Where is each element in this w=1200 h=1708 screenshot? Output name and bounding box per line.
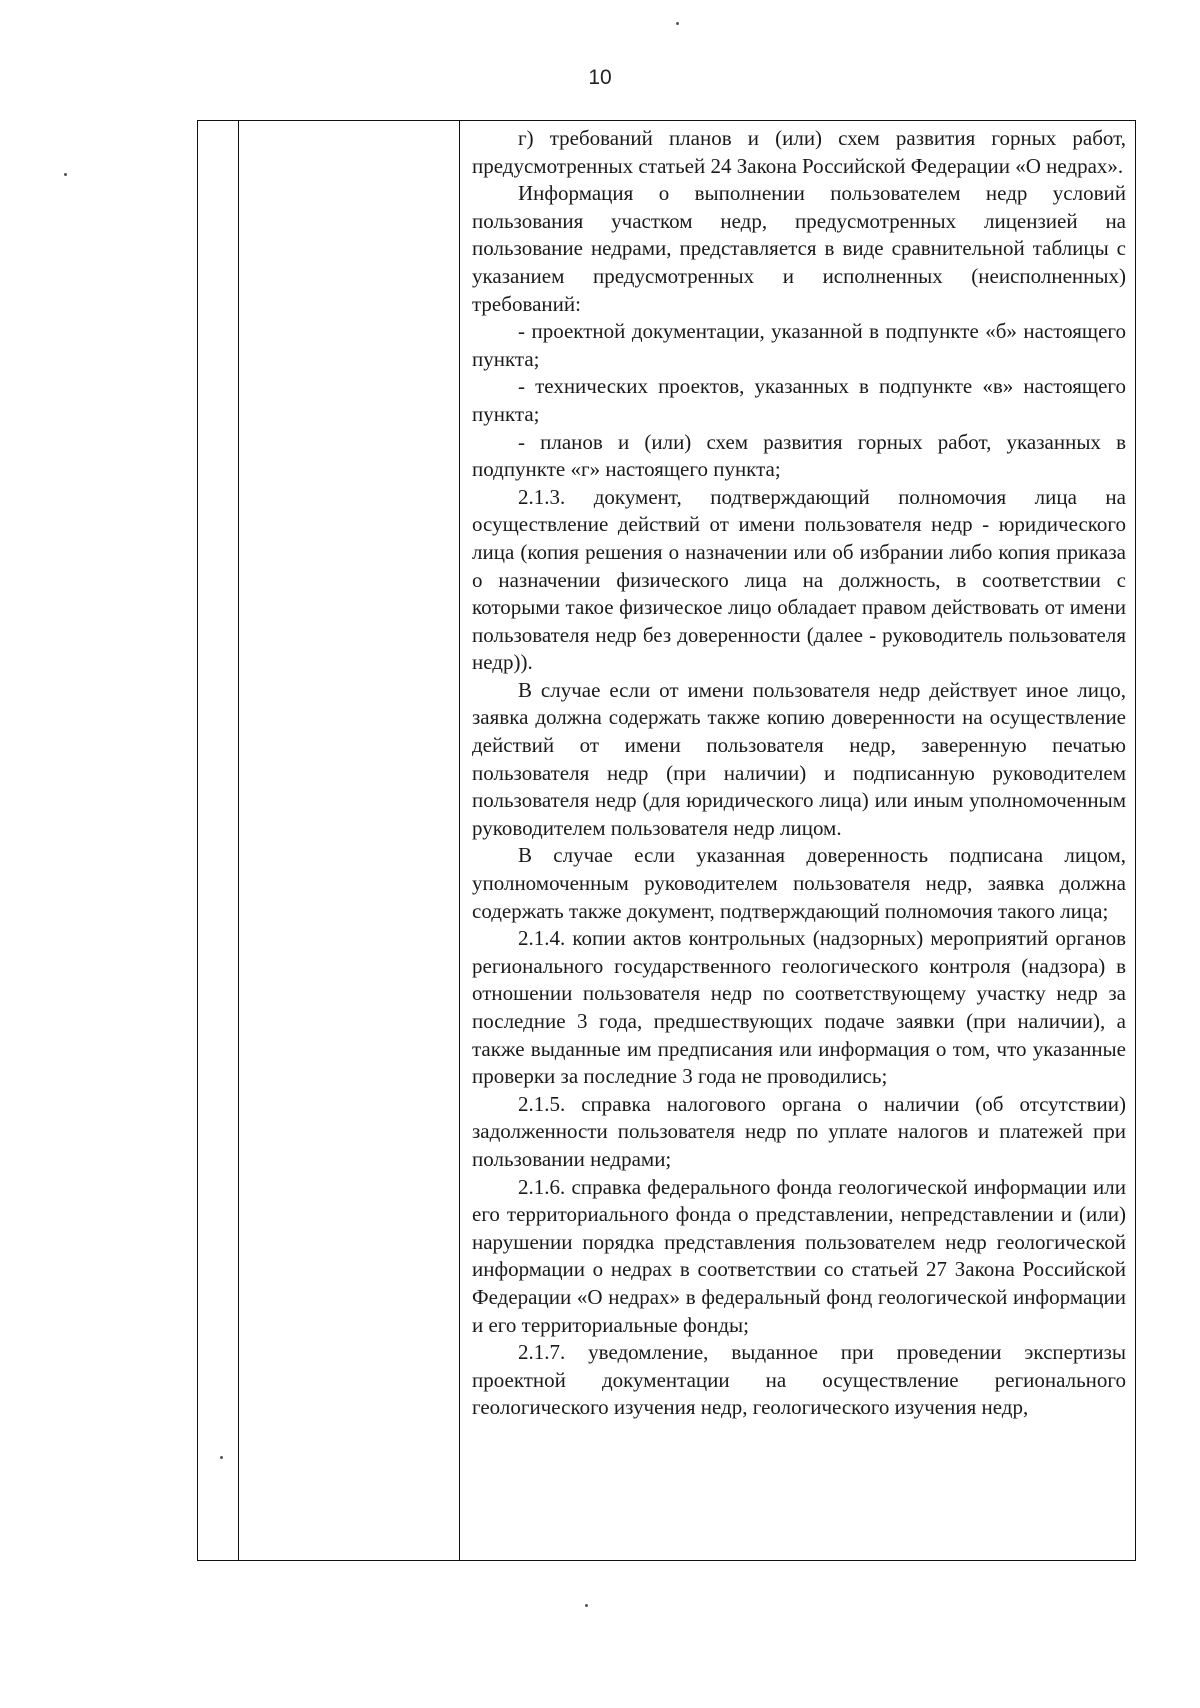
paragraph-2-1-7: 2.1.7. уведомление, выданное при проведении экспертизы проектной документации на осуществление регионального геологического изучения недр, геологического изучения недр, [472, 1340, 1126, 1420]
paragraph-2-1-5: 2.1.5. справка налогового органа о наличии (об отсутствии) задолженности пользователя недр по уплате налогов и платежей при пользовании недрами; [472, 1091, 1126, 1171]
paragraph-2-1-6: 2.1.6. справка федерального фонда геологической информации или его территориального фонда о представлении, непредставлении и (или) нарушении порядка представления пользователем недр геологической информации о недрах в соответствии со статьей 27 Закона Российской Федерации «О недрах» в федеральный фонд геологической информации и его территориальные фонды; [472, 1174, 1126, 1337]
column-divider-2 [459, 121, 460, 1560]
scan-speck [220, 1456, 223, 1459]
paragraph-2-1-3: 2.1.3. документ, подтверждающий полномочия лица на осуществление действий от имени пользователя недр - юридического лица (копия решения о назначении или об избрании либо копия приказа о назначении физического лица на должность, в соответствии с которыми такое физическое лицо обладает правом действовать от имени пользователя недр без доверенности (далее - руководитель пользователя недр)). [472, 484, 1126, 675]
document-table [197, 120, 1136, 1561]
paragraph-proxy-signed: В случае если указанная доверенность подписана лицом, уполномоченным руководителем пользователя недр, заявка должна содержать также документ, подтверждающий полномочия такого лица; [472, 843, 1126, 923]
scan-speck [64, 173, 67, 176]
paragraph-proxy: В случае если от имени пользователя недр действует иное лицо, заявка должна содержать также копию доверенности на осуществление действий от имени пользователя недр, заверенную печатью пользователя недр (при наличии) и подписанную руководителем пользователя недр (для юридического лица) или иным уполномоченным руководителем пользователя недр лицом. [472, 677, 1126, 840]
list-item-project-docs: - проектной документации, указанной в подпункте «б» настоящего пункта; [472, 319, 1126, 371]
page-number: 10 [588, 66, 612, 89]
paragraph-item-g: г) требований планов и (или) схем развития горных работ, предусмотренных статьей 24 Закона Российской Федерации «О недрах». [472, 126, 1126, 178]
column-divider-1 [238, 121, 239, 1560]
table-text-cell [472, 125, 1126, 1422]
paragraph-info-execution: Информация о выполнении пользователем недр условий пользования участком недр, предусмотренных лицензией на пользование недрами, представляется в виде сравнительной таблицы с указанием предусмотренных и исполненных (неисполненных) требований: [472, 181, 1126, 316]
paragraph-2-1-4: 2.1.4. копии актов контрольных (надзорных) мероприятий органов регионального государственного геологического контроля (надзора) в отношении пользователя недр по соответствующему участку недр за последние 3 года, предшествующих подаче заявки (при наличии), а также выданные им предписания или информация о том, что указанные проверки за последние 3 года не проводились; [472, 926, 1126, 1089]
scan-speck [585, 1604, 588, 1607]
scan-speck [676, 22, 679, 25]
list-item-mining-plans: - планов и (или) схем развития горных работ, указанных в подпункте «г» настоящего пункта; [472, 429, 1126, 482]
list-item-tech-projects: - технических проектов, указанных в подпункте «в» настоящего пункта; [472, 374, 1126, 426]
